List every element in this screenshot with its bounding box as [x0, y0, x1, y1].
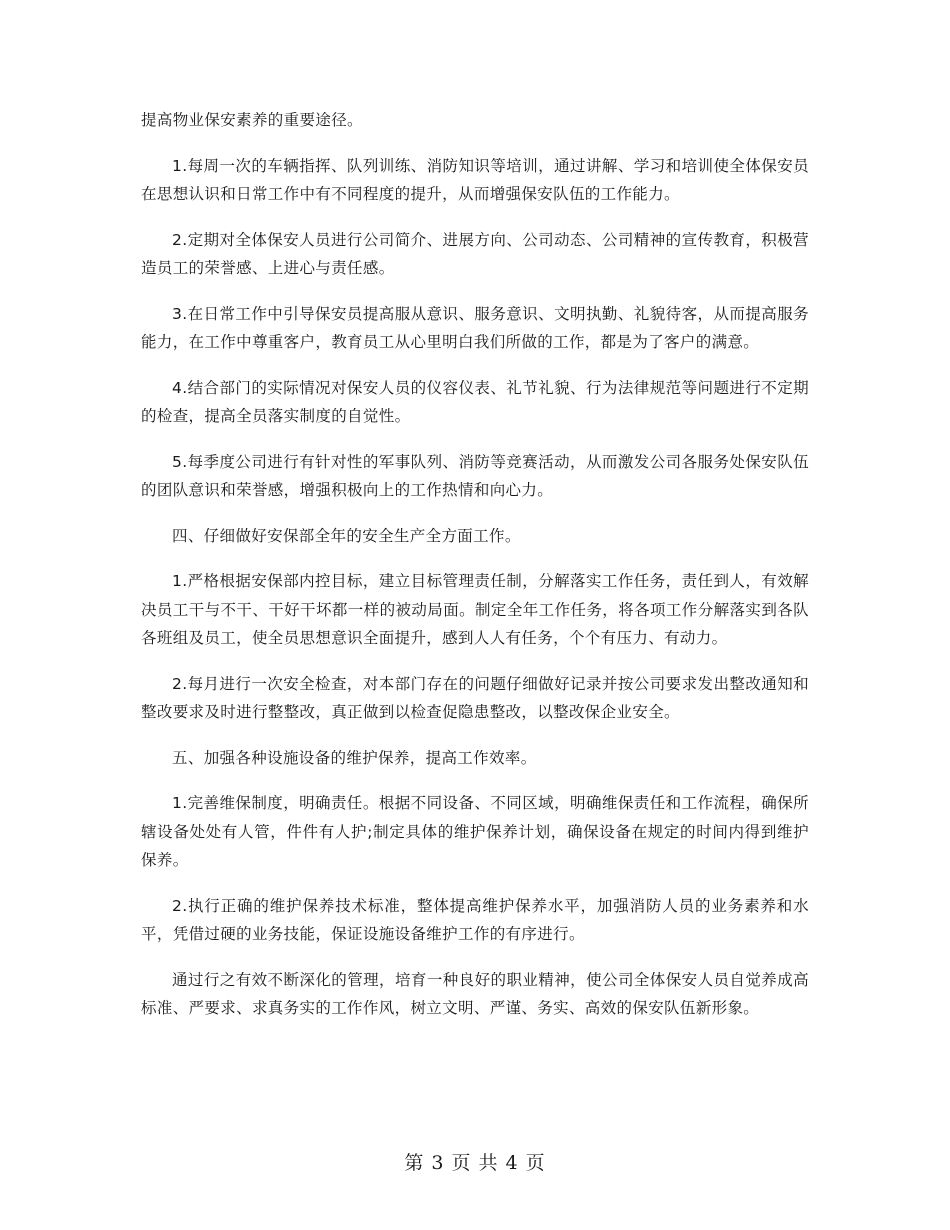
paragraph-section5-item-1: 1.完善维保制度，明确责任。根据不同设备、不同区域，明确维保责任和工作流程，确保所辖设备处处有人管，件件有人护;制定具体的维护保养计划，确保设备在规定的时间内得到维护保养。 [141, 794, 809, 869]
paragraph-item-5-competition: 5.每季度公司进行有针对性的军事队列、消防等竞赛活动，从而激发公司各服务处保安队伍的团队意识和荣誉感，增强积极向上的工作热情和向心力。 [141, 452, 809, 499]
paragraph-conclusion: 通过行之有效不断深化的管理，培育一种良好的职业精神，使公司全体保安人员自觉养成高标准、严要求、求真务实的工作作风，树立文明、严谨、务实、高效的保安队伍新形象。 [141, 970, 809, 1017]
page-number-footer: 第 3 页 共 4 页 [404, 1152, 546, 1174]
paragraph-section5-item-2: 2.执行正确的维护保养技术标准，整体提高维护保养水平，加强消防人员的业务素养和水平，凭借过硬的业务技能，保证设施设备维护工作的有序进行。 [141, 896, 809, 943]
section-heading-4: 四、仔细做好安保部全年的安全生产全方面工作。 [172, 526, 521, 545]
paragraph-item-1-training: 1.每周一次的车辆指挥、队列训练、消防知识等培训，通过讲解、学习和培训使全体保安员在思想认识和日常工作中有不同程度的提升，从而增强保安队伍的工作能力。 [141, 156, 809, 203]
paragraph-item-4-inspection: 4.结合部门的实际情况对保安人员的仪容仪表、礼节礼貌、行为法律规范等问题进行不定期的检查，提高全员落实制度的自觉性。 [141, 378, 809, 425]
document-body [141, 106, 809, 1040]
paragraph-item-2-education: 2.定期对全体保安人员进行公司简介、进展方向、公司动态、公司精神的宣传教育，积极营造员工的荣誉感、上进心与责任感。 [141, 230, 809, 277]
paragraph-section4-item-1: 1.严格根据安保部内控目标，建立目标管理责任制，分解落实工作任务，责任到人，有效解决员工干与不干、干好干坏都一样的被动局面。制定全年工作任务，将各项工作分解落实到各队各班组及员工，使全员思想意识全面提升，感到人人有任务，个个有压力、有动力。 [141, 572, 809, 647]
section-heading-5: 五、加强各种设施设备的维护保养，提高工作效率。 [172, 748, 537, 767]
paragraph-section4-item-2: 2.每月进行一次安全检查，对本部门存在的问题仔细做好记录并按公司要求发出整改通知和整改要求及时进行整整改，真正做到以检查促隐患整改，以整改保企业安全。 [141, 674, 809, 721]
paragraph-continuation: 提高物业保安素养的重要途径。 [141, 111, 363, 129]
paragraph-item-3-service: 3.在日常工作中引导保安员提高服从意识、服务意识、文明执勤、礼貌待客，从而提高服务能力，在工作中尊重客户，教育员工从心里明白我们所做的工作，都是为了客户的满意。 [141, 304, 809, 351]
